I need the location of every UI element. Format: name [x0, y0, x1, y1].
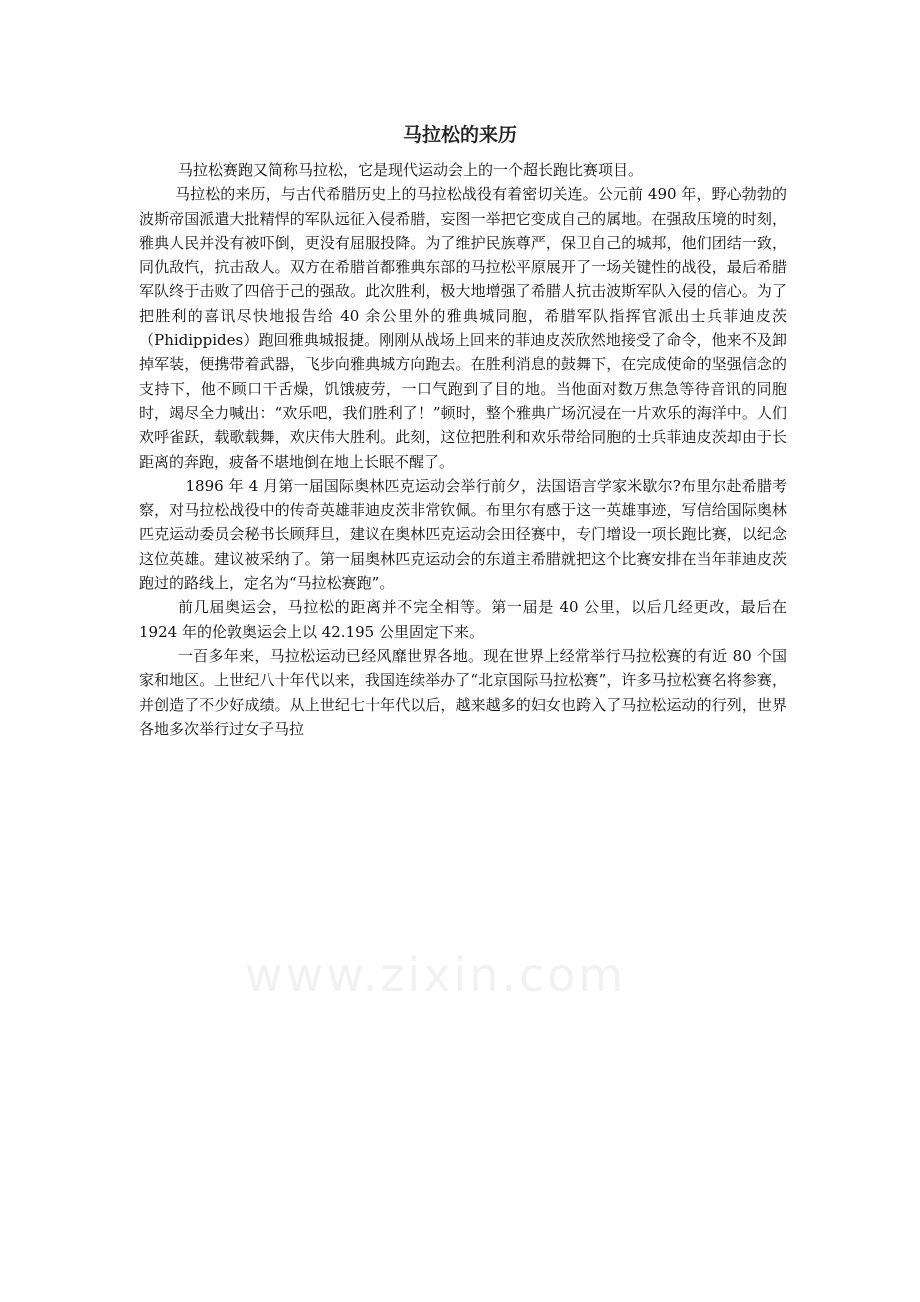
paragraph-century: 一百多年来，马拉松运动已经风靡世界各地。现在世界上经常举行马拉松赛的有近 80 个国家和地区。上世纪八十年代以来，我国连续举办了“北京国际马拉松赛”，许多马拉松赛名将参赛，并创造了不少好成绩。从上世纪七十年代以后，越来越多的妇女也跨入了马拉松运动的行列，世界各地多次举行过女子马拉 — [139, 646, 787, 738]
document-body — [139, 158, 787, 741]
paragraph-distance: 前几届奥运会，马拉松的距离并不完全相等。第一届是 40 公里，以后几经更改，最后在 1924 年的伦敦奥运会上以 42.195 公里固定下来。 — [139, 598, 787, 641]
paragraph-intro: 马拉松赛跑又简称马拉松，它是现代运动会上的一个超长跑比赛项目。 — [178, 161, 644, 179]
watermark: www.zixin.com — [245, 948, 627, 1002]
paragraph-1896: 1896 年 4 月第一届国际奥林匹克运动会举行前夕，法国语言学家米歇尔?布里尔赴希腊考察，对马拉松战役中的传奇英雄菲迪皮茨非常钦佩。布里尔有感于这一英雄事迹，写信给国际奥林匹克运动委员会秘书长顾拜旦，建议在奥林匹克运动会田径赛中，专门增设一项长跑比赛，以纪念这位英雄。建议被采纳了。第一届奥林匹克运动会的东道主希腊就把这个比赛安排在当年菲迪皮茨跑过的路线上，定名为“马拉松赛跑”。 — [139, 476, 787, 593]
document-title: 马拉松的来历 — [402, 124, 517, 146]
paragraph-origin: 马拉松的来历，与古代希腊历史上的马拉松战役有着密切关连。公元前 490 年，野心勃勃的波斯帝国派遣大批精悍的军队远征入侵希腊，妄图一举把它变成自己的属地。在强敌压境的时刻，雅典人民并没有被吓倒，更没有屈服投降。为了维护民族尊严，保卫自己的城邦，他们团结一致，同仇敌忾，抗击敌人。双方在希腊首都雅典东部的马拉松平原展开了一场关键性的战役，最后希腊军队终于击败了四倍于己的强敌。此次胜利，极大地增强了希腊人抗击波斯军队入侵的信心。为了把胜利的喜讯尽快地报告给 40 余公里外的雅典城同胞，希腊军队指挥官派出士兵菲迪皮茨（Phidippides）跑回雅典城报捷。刚刚从战场上回来的菲迪皮茨欣然地接受了命令，他来不及卸掉军装，便携带着武器，飞步向雅典城方向跑去。在胜利消息的鼓舞下，在完成使命的坚强信念的支持下，他不顾口干舌燥，饥饿疲劳，一口气跑到了目的地。当他面对数万焦急等待音讯的同胞时，竭尽全力喊出：“欢乐吧，我们胜利了！”顿时，整个雅典广场沉浸在一片欢乐的海洋中。人们欢呼雀跃，载歌载舞，欢庆伟大胜利。此刻，这位把胜利和欢乐带给同胞的士兵菲迪皮茨却由于长距离的奔跑，疲备不堪地倒在地上长眠不醒了。 — [139, 185, 787, 471]
